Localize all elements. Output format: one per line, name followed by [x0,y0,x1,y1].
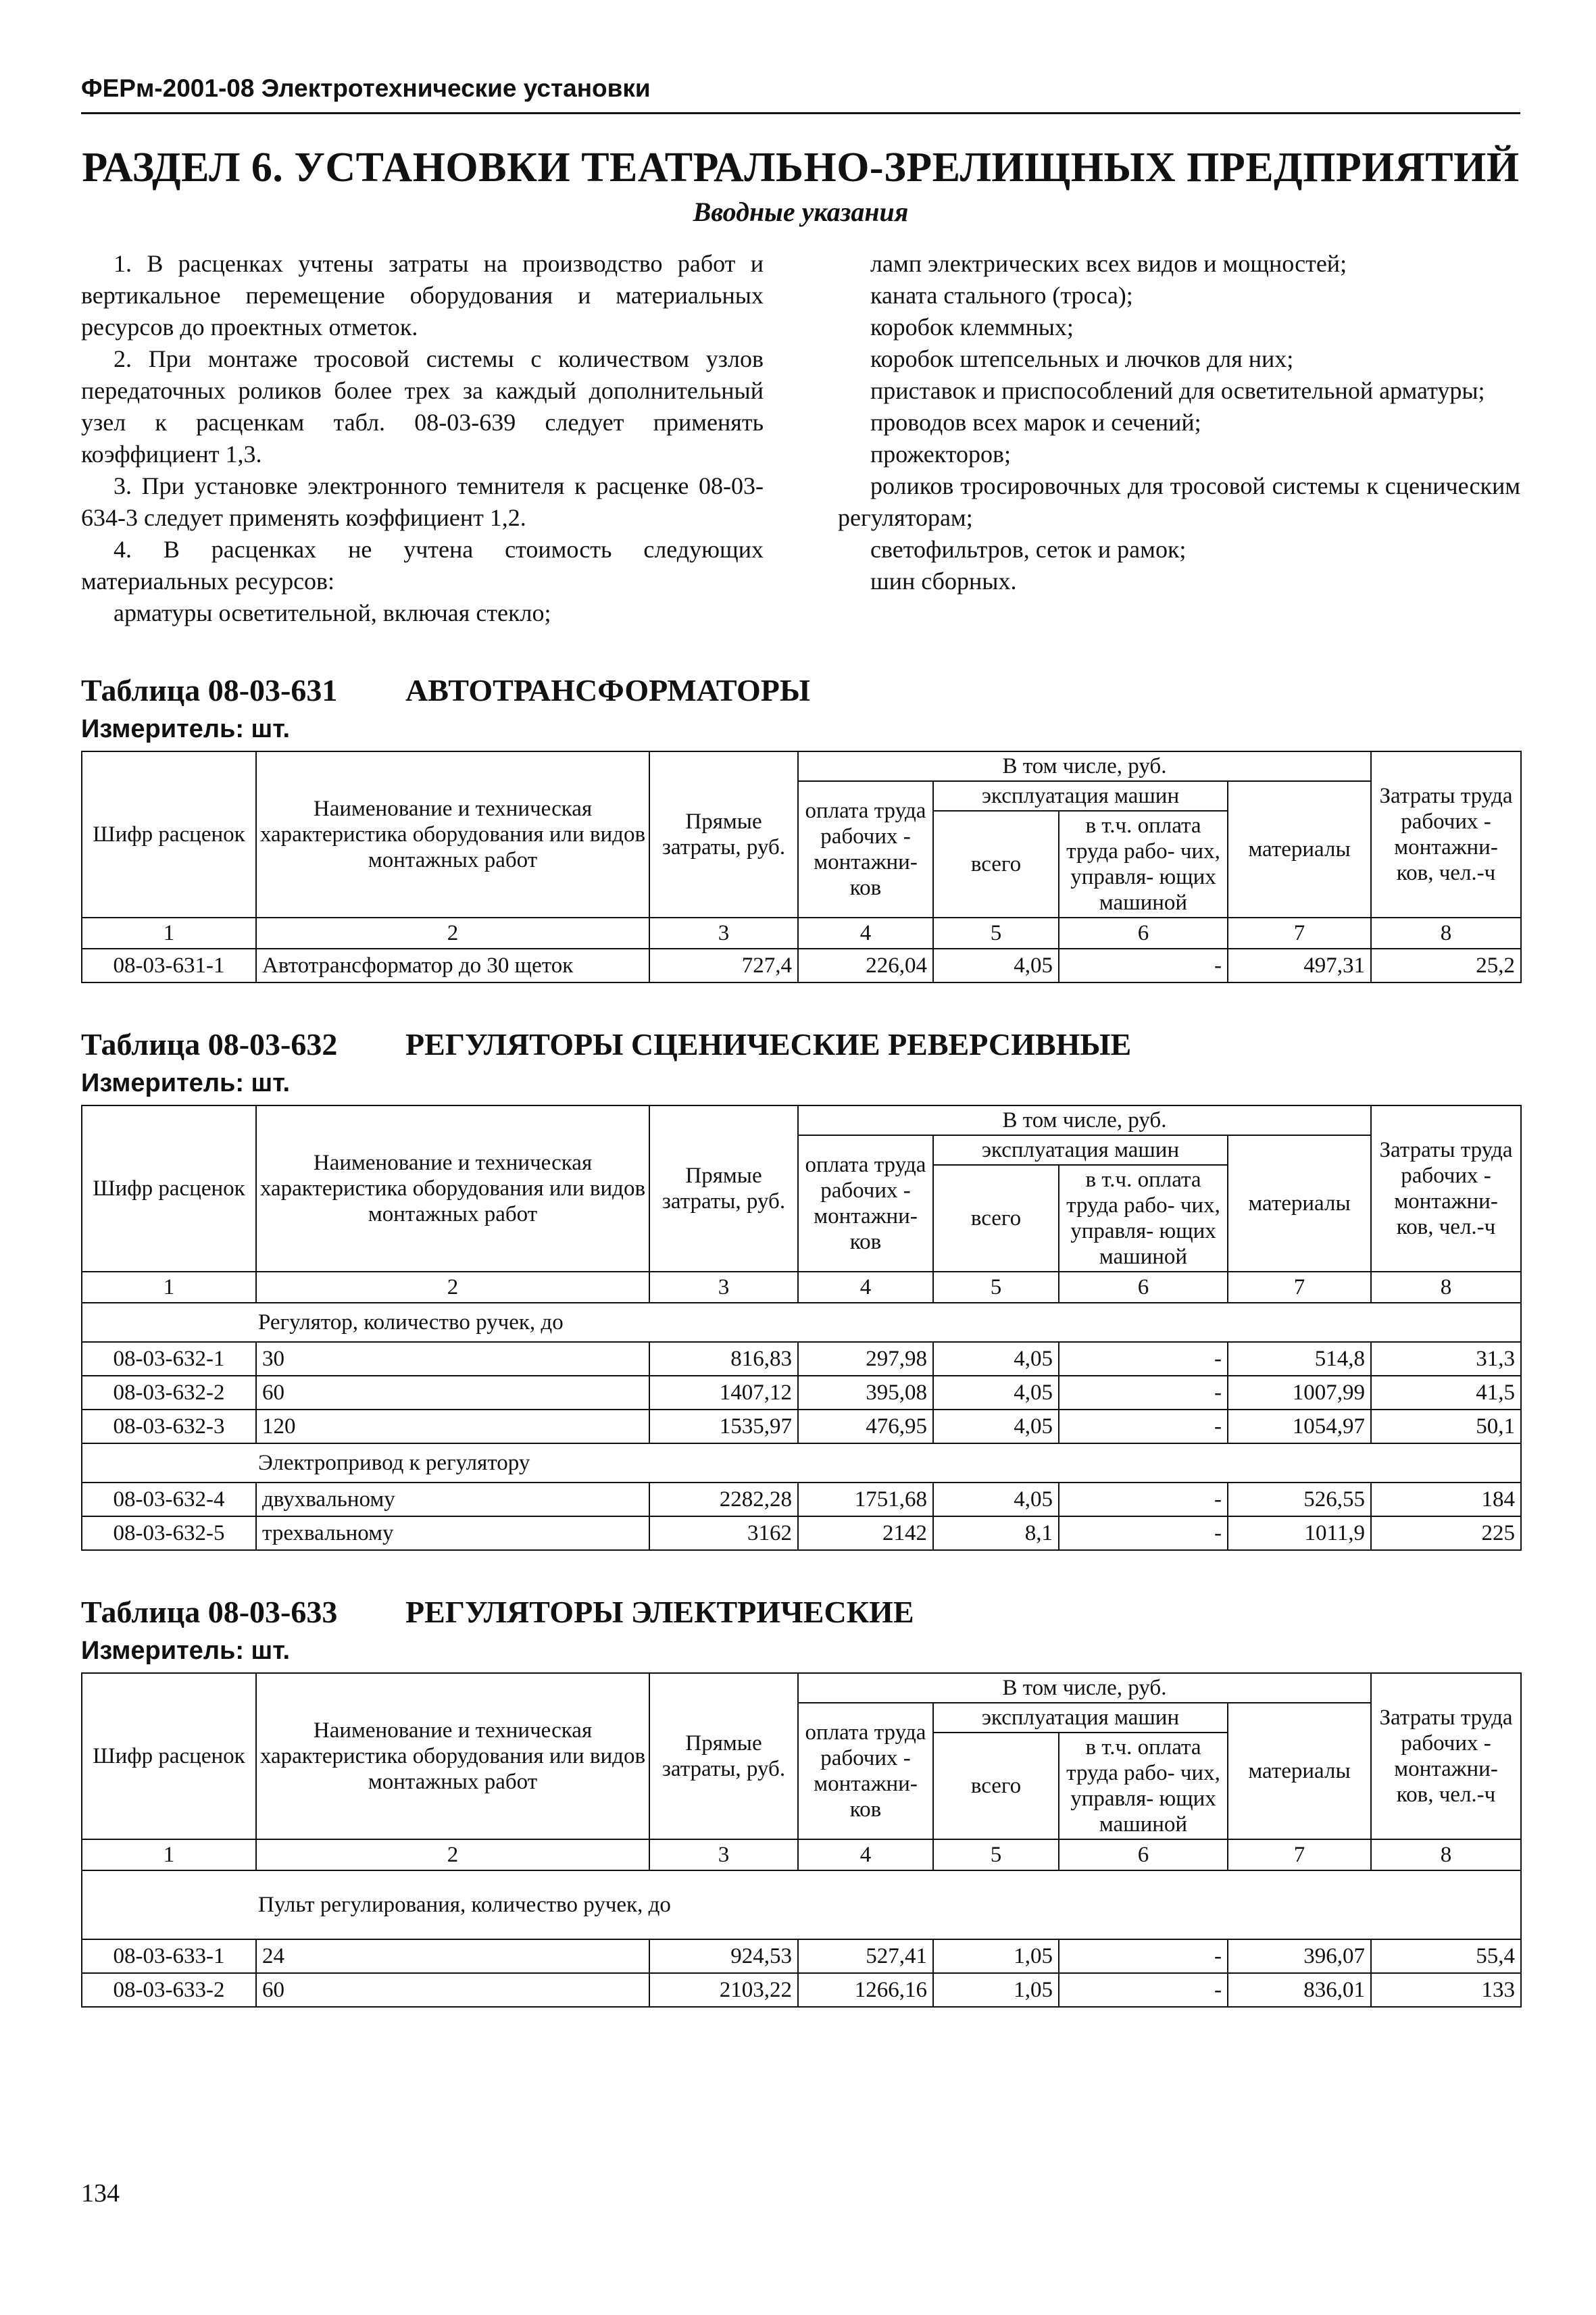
rate-value-cell: 50,1 [1371,1410,1521,1443]
column-number-cell: 3 [649,1839,798,1870]
rate-value-cell: 396,07 [1228,1939,1371,1973]
rate-value-cell: 4,05 [933,1376,1059,1410]
table-title: АВТОТРАНСФОРМАТОРЫ [405,673,811,707]
table-row [82,1939,1521,1973]
table-row [82,1516,1521,1550]
group-heading-cell: Электропривод к регулятору [82,1443,1521,1483]
rate-value-cell: 1535,97 [649,1410,798,1443]
rate-name-cell: 60 [256,1376,649,1410]
table-title: РЕГУЛЯТОРЫ ЭЛЕКТРИЧЕСКИЕ [405,1595,914,1629]
rate-value-cell: 476,95 [798,1410,933,1443]
column-number-cell: 6 [1059,918,1228,949]
table-row [82,1342,1521,1376]
rate-code-cell: 08-03-631-1 [82,949,256,982]
rate-value-cell: 395,08 [798,1376,933,1410]
rate-value-cell: 526,55 [1228,1483,1371,1516]
table-header [82,1673,1521,1839]
intro-paragraph: коробок клеммных; [870,314,1074,341]
col-name-header: Наименование и техническая характеристика оборудования или видов монтажных работ [256,1673,649,1839]
col-machines-header: эксплуатация машин [933,781,1228,811]
column-number-cell: 4 [798,918,933,949]
rate-code-cell: 08-03-633-1 [82,1939,256,1973]
column-number-cell: 5 [933,918,1059,949]
rate-name-cell: 60 [256,1973,649,2007]
column-number-cell: 7 [1228,918,1371,949]
column-number-cell: 8 [1371,918,1521,949]
table-row [82,1483,1521,1516]
col-hours-header: Затраты труда рабочих - монтажни- ков, чел.-ч [1371,1673,1521,1839]
table-caption [81,1026,1520,1062]
rate-code-cell: 08-03-632-3 [82,1410,256,1443]
table-number: Таблица 08-03-631 [81,673,338,707]
rate-code-cell: 08-03-632-2 [82,1376,256,1410]
intro-paragraph: проводов всех марок и сечений; [870,409,1201,436]
rate-value-cell: 41,5 [1371,1376,1521,1410]
column-number-cell: 6 [1059,1839,1228,1870]
column-number-cell: 4 [798,1839,933,1870]
column-number-row [82,1272,1521,1303]
rate-value-cell: 2142 [798,1516,933,1550]
col-code-header: Шифр расценок [82,751,256,918]
col-labor-header: оплата труда рабочих - монтажни- ков [798,1135,933,1272]
col-incl-header: В том числе, руб. [798,751,1371,781]
rate-code-cell: 08-03-632-5 [82,1516,256,1550]
table-row [82,1410,1521,1443]
rate-value-cell: 1,05 [933,1939,1059,1973]
rate-name-cell: двухвальному [256,1483,649,1516]
rates-table [81,751,1522,983]
group-heading-row [82,1870,1521,1939]
group-heading-cell: Регулятор, количество ручек, до [82,1303,1521,1342]
rate-value-cell: - [1059,949,1228,982]
rate-table-block [81,1026,1520,1551]
rate-name-cell: 120 [256,1410,649,1443]
column-number-cell: 6 [1059,1272,1228,1303]
rate-code-cell: 08-03-633-2 [82,1973,256,2007]
col-name-header: Наименование и техническая характеристика оборудования или видов монтажных работ [256,1105,649,1272]
col-incl-labor-header: в т.ч. оплата труда рабо- чих, управля- ющих машиной [1059,1165,1228,1272]
intro-paragraph: 2. При монтаже тросовой системы с количеством узлов передаточных роликов более трех за каждый дополнительный узел к расценкам табл. 08-03-639 следует применять коэффициент 1,3. [81,345,764,468]
rate-value-cell: 297,98 [798,1342,933,1376]
rate-value-cell: 184 [1371,1483,1521,1516]
intro-paragraph: приставок и приспособлений для осветительной арматуры; [870,377,1485,404]
rate-value-cell: 727,4 [649,949,798,982]
col-hours-header: Затраты труда рабочих - монтажни- ков, чел.-ч [1371,751,1521,918]
column-number-cell: 2 [256,918,649,949]
column-number-cell: 7 [1228,1272,1371,1303]
page-number: 134 [81,2179,120,2208]
table-number: Таблица 08-03-633 [81,1595,338,1629]
column-number-cell: 5 [933,1272,1059,1303]
rate-value-cell: 527,41 [798,1939,933,1973]
col-direct-header: Прямые затраты, руб. [649,751,798,918]
section-subtitle: Вводные указания [693,197,909,227]
intro-paragraph: ламп электрических всех видов и мощностей; [870,250,1347,277]
rate-value-cell: 1407,12 [649,1376,798,1410]
table-row [82,949,1521,982]
column-number-cell: 7 [1228,1839,1371,1870]
col-total-header: всего [933,811,1059,918]
table-title: РЕГУЛЯТОРЫ СЦЕНИЧЕСКИЕ РЕВЕРСИВНЫЕ [405,1027,1132,1062]
rate-value-cell: - [1059,1939,1228,1973]
col-direct-header: Прямые затраты, руб. [649,1673,798,1839]
rate-value-cell: - [1059,1973,1228,2007]
rate-tables [81,672,1520,2008]
table-header [82,751,1521,918]
table-caption [81,672,1520,708]
intro-paragraph: каната стального (троса); [870,282,1133,309]
column-number-cell: 4 [798,1272,933,1303]
col-materials-header: материалы [1228,1703,1371,1839]
intro-paragraph: 3. При установке электронного темнителя к расценке 08-03-634-3 следует применять коэффициент 1,2. [81,472,764,531]
measure-unit: Измеритель: шт. [81,1637,291,1665]
rates-table [81,1672,1522,2008]
rate-value-cell: 4,05 [933,1342,1059,1376]
rate-value-cell: 4,05 [933,1483,1059,1516]
column-number-cell: 1 [82,1272,256,1303]
col-machines-header: эксплуатация машин [933,1135,1228,1165]
group-heading-cell: Пульт регулирования, количество ручек, до [82,1870,1521,1939]
col-direct-header: Прямые затраты, руб. [649,1105,798,1272]
intro-paragraph: арматуры осветительной, включая стекло; [114,599,551,626]
running-header: ФЕРм-2001-08 Электротехнические установки [81,74,1520,114]
document-page [81,74,1520,2008]
rate-table-block [81,672,1520,983]
rate-value-cell: - [1059,1483,1228,1516]
col-incl-header: В том числе, руб. [798,1105,1371,1135]
column-number-row [82,918,1521,949]
rate-value-cell: 836,01 [1228,1973,1371,2007]
col-materials-header: материалы [1228,1135,1371,1272]
rate-name-cell: Автотрансформатор до 30 щеток [256,949,649,982]
rate-value-cell: - [1059,1410,1228,1443]
rate-value-cell: 226,04 [798,949,933,982]
measure-unit: Измеритель: шт. [81,1069,291,1097]
rate-value-cell: 497,31 [1228,949,1371,982]
col-incl-labor-header: в т.ч. оплата труда рабо- чих, управля- ющих машиной [1059,811,1228,918]
col-code-header: Шифр расценок [82,1673,256,1839]
rate-value-cell: 4,05 [933,949,1059,982]
col-machines-header: эксплуатация машин [933,1703,1228,1733]
col-total-header: всего [933,1165,1059,1272]
section-title: РАЗДЕЛ 6. УСТАНОВКИ ТЕАТРАЛЬНО-ЗРЕЛИЩНЫХ ПРЕДПРИЯТИЙ [82,145,1520,191]
rate-value-cell: 25,2 [1371,949,1521,982]
rate-value-cell: 225 [1371,1516,1521,1550]
rate-value-cell: - [1059,1376,1228,1410]
rate-code-cell: 08-03-632-4 [82,1483,256,1516]
rate-name-cell: трехвальному [256,1516,649,1550]
rate-value-cell: 514,8 [1228,1342,1371,1376]
column-number-cell: 1 [82,1839,256,1870]
rates-table [81,1105,1522,1551]
column-number-cell: 8 [1371,1272,1521,1303]
column-number-row [82,1839,1521,1870]
intro-left-column [81,248,764,629]
rate-value-cell: 1007,99 [1228,1376,1371,1410]
col-hours-header: Затраты труда рабочих - монтажни- ков, чел.-ч [1371,1105,1521,1272]
intro-paragraph: светофильтров, сеток и рамок; [870,536,1187,563]
col-incl-labor-header: в т.ч. оплата труда рабо- чих, управля- ющих машиной [1059,1733,1228,1839]
rate-code-cell: 08-03-632-1 [82,1342,256,1376]
intro-paragraph: 4. В расценках не учтена стоимость следующих материальных ресурсов: [81,536,764,595]
column-number-cell: 1 [82,918,256,949]
col-materials-header: материалы [1228,781,1371,918]
rate-table-block [81,1594,1520,2008]
col-labor-header: оплата труда рабочих - монтажни- ков [798,1703,933,1839]
table-header [82,1105,1521,1272]
col-name-header: Наименование и техническая характеристика оборудования или видов монтажных работ [256,751,649,918]
rate-value-cell: 3162 [649,1516,798,1550]
rate-value-cell: 31,3 [1371,1342,1521,1376]
rate-value-cell: 1011,9 [1228,1516,1371,1550]
rate-value-cell: 1751,68 [798,1483,933,1516]
group-heading-row [82,1443,1521,1483]
intro-paragraph: коробок штепсельных и лючков для них; [870,345,1294,372]
rate-value-cell: - [1059,1516,1228,1550]
rate-value-cell: 4,05 [933,1410,1059,1443]
rate-value-cell: 2103,22 [649,1973,798,2007]
intro-paragraph: шин сборных. [870,568,1017,595]
rate-name-cell: 24 [256,1939,649,1973]
measure-unit: Измеритель: шт. [81,715,291,743]
table-row [82,1376,1521,1410]
introductory-notes [81,248,1520,629]
col-code-header: Шифр расценок [82,1105,256,1272]
rate-value-cell: 1054,97 [1228,1410,1371,1443]
rate-value-cell: 816,83 [649,1342,798,1376]
intro-paragraph: 1. В расценках учтены затраты на производство работ и вертикальное перемещение оборудования и материальных ресурсов до проектных отметок. [81,250,764,341]
table-caption [81,1594,1520,1630]
column-number-cell: 3 [649,1272,798,1303]
intro-paragraph: прожекторов; [870,441,1012,468]
column-number-cell: 5 [933,1839,1059,1870]
col-labor-header: оплата труда рабочих - монтажни- ков [798,781,933,918]
rate-value-cell: 924,53 [649,1939,798,1973]
rate-value-cell: 8,1 [933,1516,1059,1550]
table-number: Таблица 08-03-632 [81,1027,338,1062]
col-incl-header: В том числе, руб. [798,1673,1371,1703]
rate-value-cell: 55,4 [1371,1939,1521,1973]
rate-value-cell: 1,05 [933,1973,1059,2007]
intro-right-column [838,248,1520,629]
col-total-header: всего [933,1733,1059,1839]
rate-value-cell: 2282,28 [649,1483,798,1516]
column-number-cell: 2 [256,1272,649,1303]
rate-value-cell: - [1059,1342,1228,1376]
column-number-cell: 3 [649,918,798,949]
rate-name-cell: 30 [256,1342,649,1376]
intro-paragraph: роликов тросировочных для тросовой системы к сценическим регуляторам; [838,472,1520,531]
group-heading-row [82,1303,1521,1342]
column-number-cell: 2 [256,1839,649,1870]
rate-value-cell: 133 [1371,1973,1521,2007]
rate-value-cell: 1266,16 [798,1973,933,2007]
table-row [82,1973,1521,2007]
column-number-cell: 8 [1371,1839,1521,1870]
